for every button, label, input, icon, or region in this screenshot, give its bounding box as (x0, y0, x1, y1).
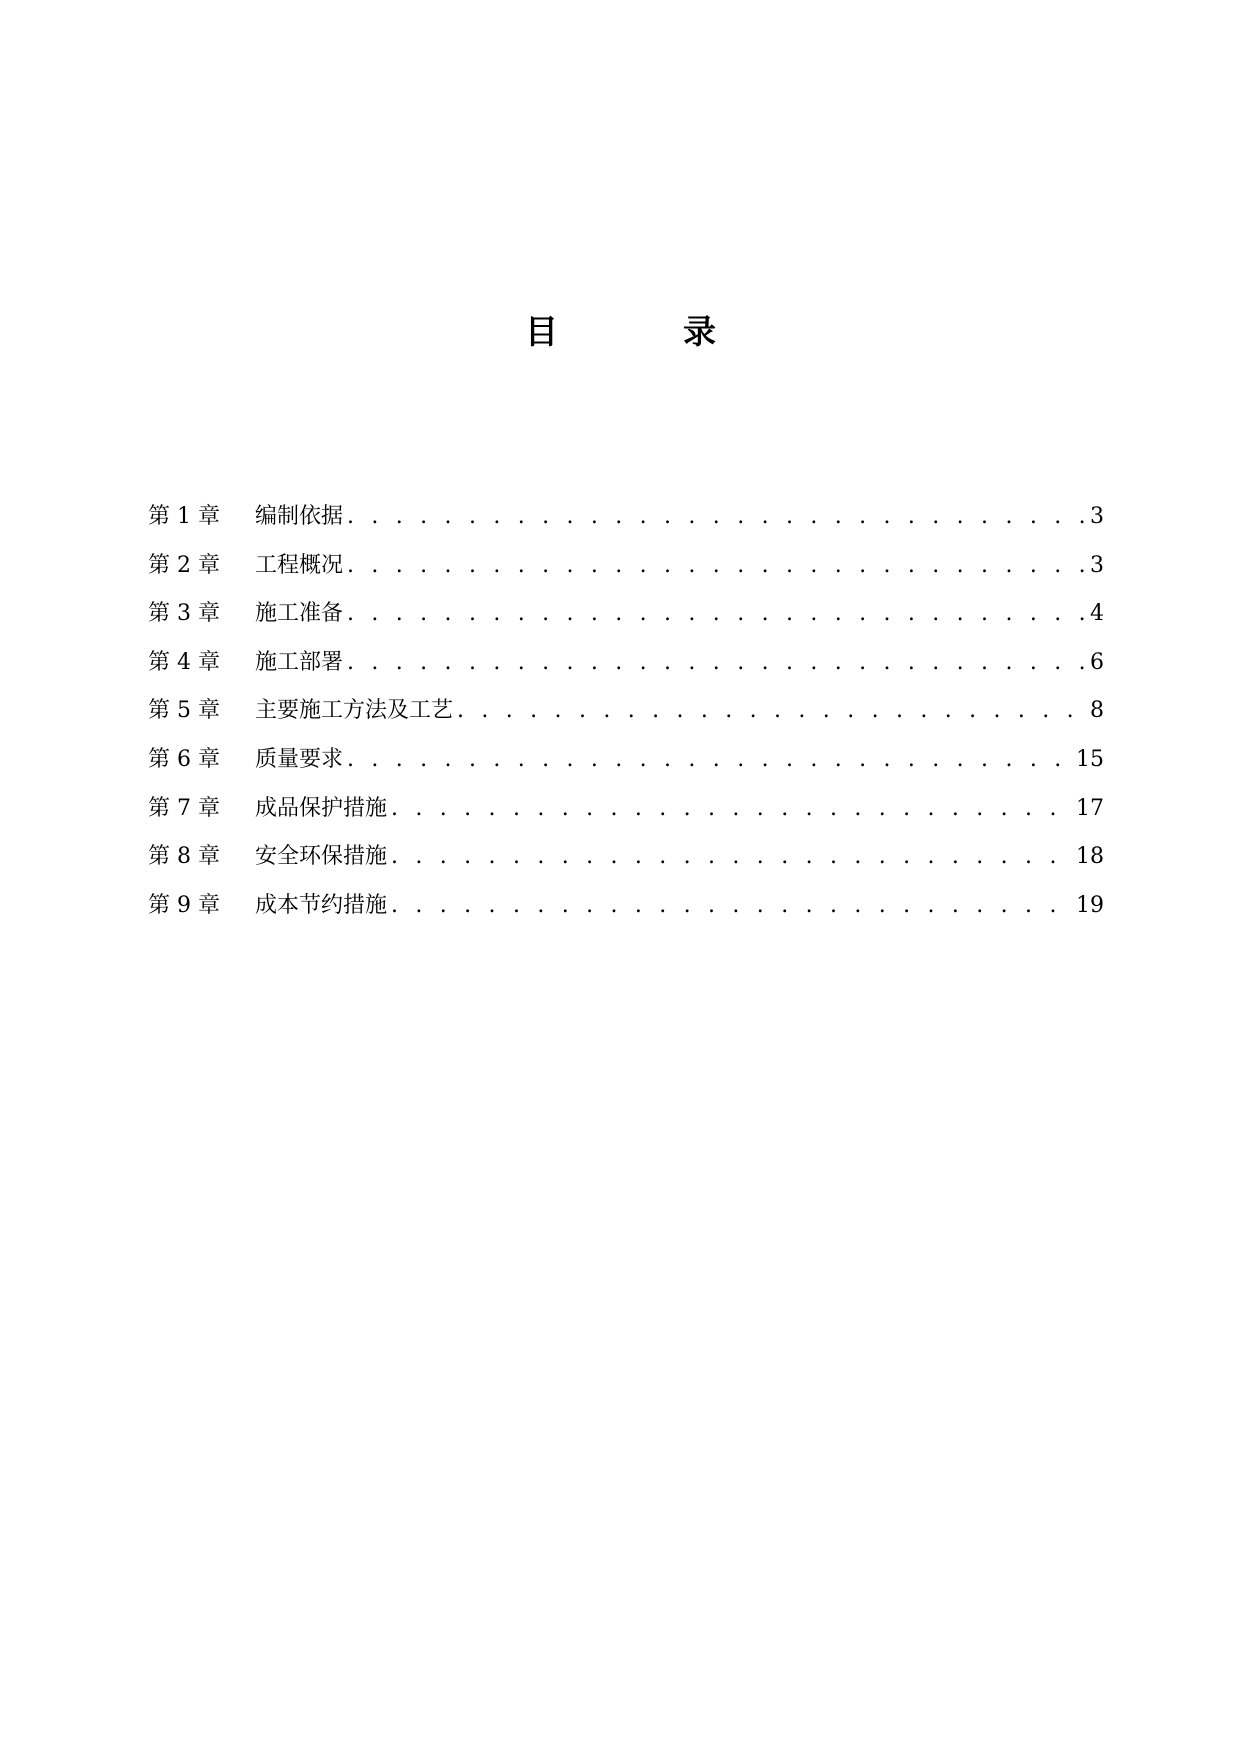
toc-heading: 施工准备 (255, 601, 344, 627)
toc-leader-dots (457, 696, 1086, 726)
page-title: 目 录 (525, 312, 762, 351)
toc-leader-dots (347, 551, 1086, 581)
toc-chapter-number: 第 4 章 (148, 649, 220, 675)
toc-leader-dots (391, 794, 1072, 824)
toc-chapter-number: 第 2 章 (148, 552, 220, 578)
toc-page-number: 17 (1076, 795, 1104, 821)
toc-heading: 工程概况 (255, 552, 344, 578)
toc-leader-dots (347, 648, 1086, 678)
toc-heading: 主要施工方法及工艺 (255, 698, 454, 724)
toc-leader-dots (347, 599, 1086, 629)
toc-page-number: 8 (1090, 698, 1104, 724)
toc-heading: 成品保护措施 (255, 795, 388, 821)
toc-entry-4[interactable] (148, 648, 1104, 697)
toc-chapter-number: 第 7 章 (148, 795, 220, 821)
toc-entry-8[interactable] (148, 842, 1104, 891)
toc-page-number: 6 (1090, 649, 1104, 675)
toc-entry-1[interactable] (148, 502, 1104, 551)
toc-leader-dots (347, 502, 1086, 532)
toc-entry-7[interactable] (148, 794, 1104, 843)
toc-page-number: 3 (1090, 552, 1104, 578)
toc-entry-9[interactable] (148, 891, 1104, 940)
toc-page-number: 3 (1090, 504, 1104, 529)
toc-leader-dots (391, 891, 1072, 921)
toc-entry-6[interactable] (148, 745, 1104, 794)
toc-page-number: 4 (1090, 601, 1104, 627)
toc-leader-dots (391, 842, 1072, 872)
toc-chapter-number: 第 6 章 (148, 746, 220, 772)
toc-chapter-number: 第 3 章 (148, 601, 220, 627)
toc-heading: 安全环保措施 (255, 844, 388, 870)
toc-heading: 质量要求 (255, 746, 344, 772)
toc-entry-3[interactable] (148, 599, 1104, 648)
toc-entry-2[interactable] (148, 551, 1104, 600)
toc-heading: 编制依据 (255, 504, 344, 529)
toc-chapter-number: 第 8 章 (148, 844, 220, 870)
toc-page-number: 18 (1076, 844, 1104, 870)
toc-chapter-number: 第 9 章 (148, 892, 220, 918)
toc-page-number: 19 (1076, 892, 1104, 918)
toc-chapter-number: 第 5 章 (148, 698, 220, 724)
table-of-contents (148, 502, 1104, 939)
toc-chapter-number: 第 1 章 (148, 504, 220, 529)
toc-heading: 施工部署 (255, 649, 344, 675)
toc-entry-5[interactable] (148, 696, 1104, 745)
toc-leader-dots (347, 745, 1072, 775)
toc-page-number: 15 (1076, 746, 1104, 772)
toc-heading: 成本节约措施 (255, 892, 388, 918)
